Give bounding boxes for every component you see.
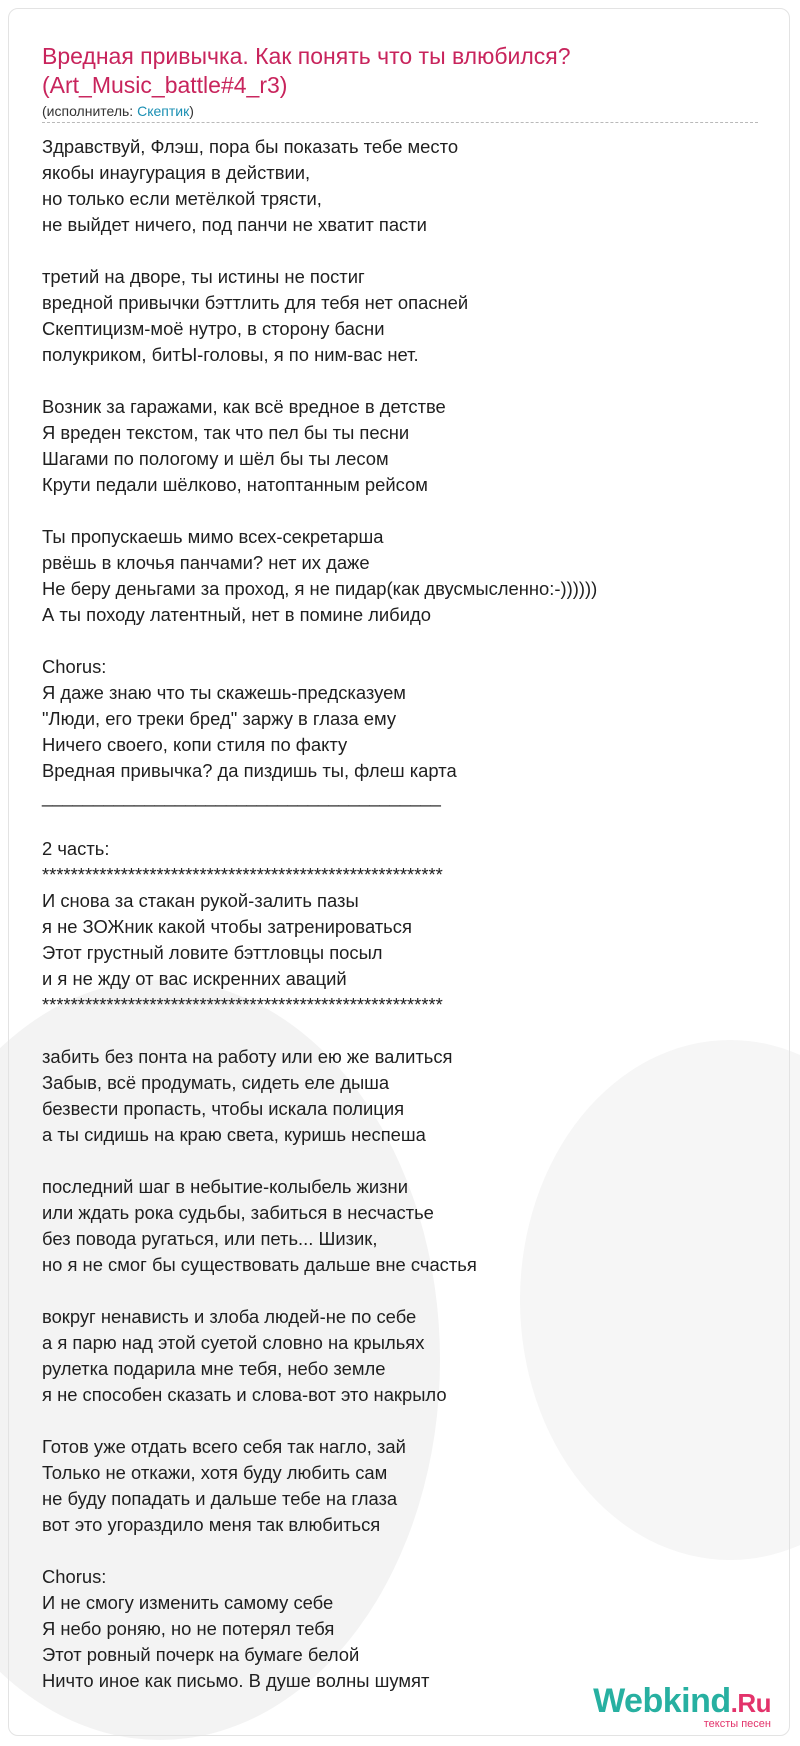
logo-tagline: тексты песен xyxy=(703,1718,771,1730)
lyric-line: Скептицизм-моё нутро, в сторону басни xyxy=(42,318,385,339)
lyric-line xyxy=(42,498,762,524)
site-logo[interactable] xyxy=(593,1684,771,1730)
lyric-line: Я небо роняю, но не потерял тебя xyxy=(42,1618,335,1639)
lyric-line xyxy=(42,238,762,264)
lyric-line: и я не жду от вас искренних аваций xyxy=(42,968,347,989)
lyric-line: И не смогу изменить самому себе xyxy=(42,1592,334,1613)
lyric-line xyxy=(42,810,762,836)
lyric-line: якобы инаугурация в действии, xyxy=(42,162,311,183)
lyric-line: А ты походу латентный, нет в помине либидо xyxy=(42,604,431,625)
lyric-line: я не ЗОЖник какой чтобы затренироваться xyxy=(42,916,412,937)
lyric-line: последний шаг в небытие-колыбель жизни xyxy=(42,1176,408,1197)
lyrics-body xyxy=(42,134,762,1694)
lyric-line: я не способен сказать и слова-вот это накрыло xyxy=(42,1384,447,1405)
lyric-line: "Люди, его треки бред" заржу в глаза ему xyxy=(42,708,397,729)
lyric-line: забить без понта на работу или ею же валиться xyxy=(42,1046,453,1067)
lyric-line: Забыв, всё продумать, сидеть еле дыша xyxy=(42,1072,390,1093)
logo-main-text: Webkind xyxy=(593,1682,731,1720)
lyric-line xyxy=(42,368,762,394)
lyric-line: безвести пропасть, чтобы искала полиция xyxy=(42,1098,405,1119)
lyric-line: Ничто иное как письмо. В душе волны шумят xyxy=(42,1670,430,1691)
lyric-line: ******************************************************** xyxy=(42,994,443,1015)
lyric-line xyxy=(42,1408,762,1434)
lyric-line: Готов уже отдать всего себя так нагло, зай xyxy=(42,1436,406,1457)
lyric-line: вредной привычки бэттлить для тебя нет опасней xyxy=(42,292,469,313)
song-title: Вредная привычка. Как понять что ты влюбился? (Art_Music_battle#4_r3) xyxy=(42,43,571,98)
lyric-line: Шагами по пологому и шёл бы ты лесом xyxy=(42,448,389,469)
lyric-line: вокруг ненависть и злоба людей-не по себе xyxy=(42,1306,417,1327)
lyric-line: не выйдет ничего, под панчи не хватит пасти xyxy=(42,214,427,235)
logo-tld: .Ru xyxy=(730,1688,771,1718)
lyric-line: вот это угораздило меня так влюбиться xyxy=(42,1514,381,1535)
performer-prefix: (исполнитель: xyxy=(42,103,138,119)
lyric-line xyxy=(42,1018,762,1044)
lyric-line: не буду попадать и дальше тебе на глаза xyxy=(42,1488,398,1509)
logo-wordmark xyxy=(593,1684,771,1720)
lyric-line: но только если метёлкой трясти, xyxy=(42,188,322,209)
lyric-line: Я вреден текстом, так что пел бы ты песни xyxy=(42,422,410,443)
lyric-line: Ты пропускаешь мимо всех-секретарша xyxy=(42,526,384,547)
lyric-line: ******************************************************** xyxy=(42,864,443,885)
lyric-line: без повода ругаться, или петь... Шизик, xyxy=(42,1228,378,1249)
lyric-line: но я не смог бы существовать дальше вне счастья xyxy=(42,1254,477,1275)
lyric-line: Здравствуй, Флэш, пора бы показать тебе место xyxy=(42,136,459,157)
lyric-line: 2 часть: xyxy=(42,838,110,859)
lyric-line: рвёшь в клочья панчами? нет их даже xyxy=(42,552,370,573)
header-divider xyxy=(42,122,758,123)
lyric-line: а ты сидишь на краю света, куришь неспеша xyxy=(42,1124,426,1145)
lyric-line: Возник за гаражами, как всё вредное в детстве xyxy=(42,396,446,417)
lyric-line: полукриком, битЫ-головы, я по ним-вас нет. xyxy=(42,344,419,365)
lyric-line: _______________________________________ xyxy=(42,786,441,807)
lyric-line: Только не откажи, хотя буду любить сам xyxy=(42,1462,388,1483)
lyric-line: третий на дворе, ты истины не постиг xyxy=(42,266,365,287)
lyric-line: И снова за стакан рукой-залить пазы xyxy=(42,890,359,911)
lyric-line: или ждать рока судьбы, забиться в несчастье xyxy=(42,1202,434,1223)
lyric-line: рулетка подарила мне тебя, небо земле xyxy=(42,1358,386,1379)
lyric-line: Chorus: xyxy=(42,1566,107,1587)
lyric-line: Ничего своего, копи стиля по факту xyxy=(42,734,348,755)
lyric-line xyxy=(42,628,762,654)
lyric-line xyxy=(42,1538,762,1564)
lyric-line xyxy=(42,1148,762,1174)
lyric-line: Этот грустный ловите бэттловцы посыл xyxy=(42,942,383,963)
lyric-line: Я даже знаю что ты скажешь-предсказуем xyxy=(42,682,406,703)
lyric-line: Крути педали шёлково, натоптанным рейсом xyxy=(42,474,428,495)
lyric-line: Вредная привычка? да пиздишь ты, флеш карта xyxy=(42,760,457,781)
lyric-line: Не беру деньгами за проход, я не пидар(как двусмысленно:-)))))) xyxy=(42,578,598,599)
lyric-line: Chorus: xyxy=(42,656,107,677)
lyric-line: а я парю над этой суетой словно на крыльях xyxy=(42,1332,425,1353)
lyric-line xyxy=(42,1278,762,1304)
performer-line xyxy=(42,103,194,119)
performer-suffix: ) xyxy=(189,103,194,119)
lyric-line: Этот ровный почерк на бумаге белой xyxy=(42,1644,360,1665)
performer-link[interactable]: Скептик xyxy=(137,103,190,119)
